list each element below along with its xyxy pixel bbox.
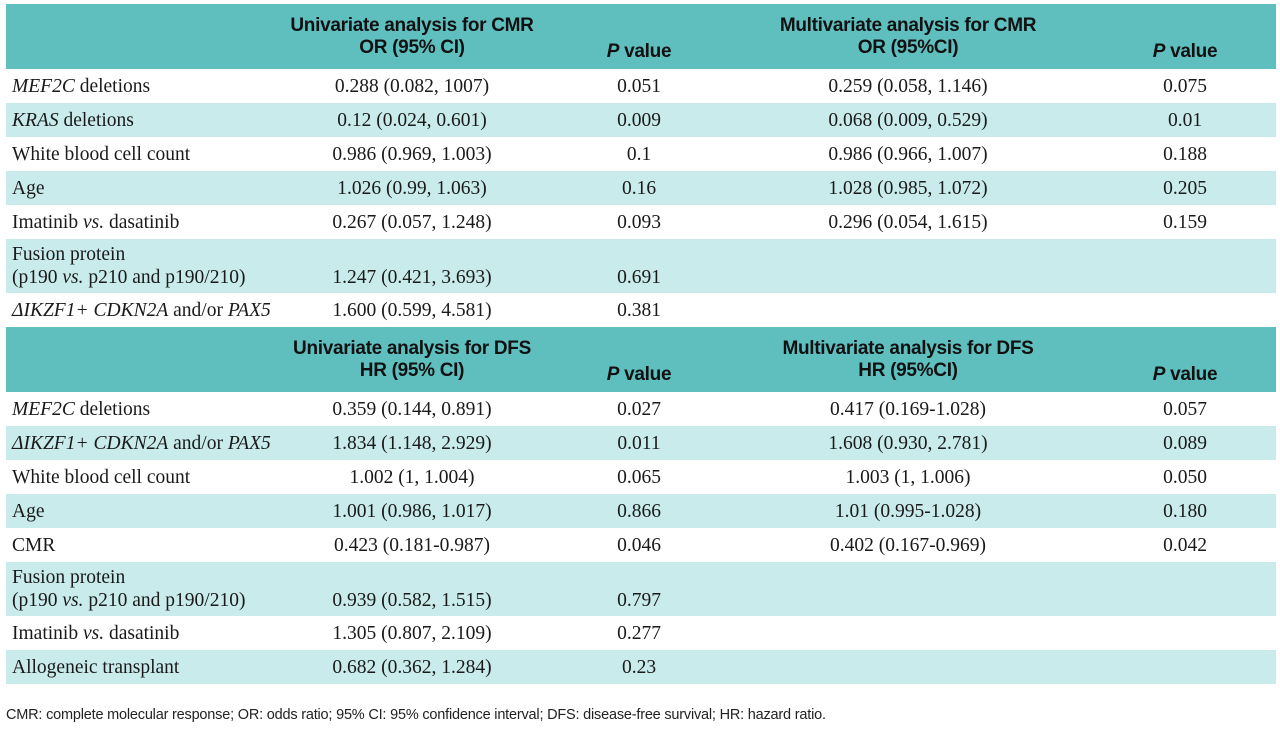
univariate-or: 0.267 (0.057, 1.248) [332, 211, 492, 233]
row-label [6, 616, 268, 650]
label-text: Imatinib [12, 622, 83, 644]
p-value-label: value [619, 41, 672, 62]
univariate-p: 0.065 [617, 466, 661, 488]
univariate-p: 0.027 [617, 398, 661, 420]
multivariate-p: 0.057 [1163, 398, 1207, 420]
univariate-or: 1.026 (0.99, 1.063) [268, 171, 556, 205]
multivariate-p: 0.01 [1094, 103, 1276, 137]
table-row [6, 103, 1276, 137]
row-label [6, 103, 268, 137]
multivariate-hr: 0.417 (0.169-1.028) [830, 398, 986, 420]
label-text: Imatinib [12, 211, 83, 233]
label-italic: vs. [62, 267, 84, 288]
table-row [6, 171, 1276, 205]
regression-results-table [6, 4, 1276, 684]
multivariate-hr: 1.01 (0.995-1.028) [722, 494, 1094, 528]
table-row [6, 528, 1276, 562]
cmr-multivariate-subtitle: OR (95%CI) [857, 36, 959, 58]
label-text: p210 and p190/210) [83, 590, 246, 611]
multivariate-p [1094, 616, 1276, 650]
univariate-hr: 1.002 (1, 1.004) [349, 466, 475, 488]
row-label [6, 205, 268, 239]
univariate-p: 0.16 [556, 171, 722, 205]
multivariate-or [722, 239, 1094, 293]
row-label: Allogeneic transplant [6, 650, 268, 684]
multivariate-or: 0.986 (0.966, 1.007) [828, 143, 988, 165]
header-blank-cell [6, 4, 268, 69]
label-text: Fusion protein [12, 567, 126, 588]
table-footnote: CMR: complete molecular response; OR: odds ratio; 95% CI: 95% confidence interval; DFS: disease-free survival; HR: hazard ratio. [6, 707, 826, 723]
table-row [6, 392, 1276, 426]
multivariate-p: 0.188 [1163, 143, 1207, 165]
univariate-p: 0.381 [617, 299, 661, 321]
table-row [6, 293, 1276, 327]
gene-name: MEF2C [12, 398, 75, 420]
cmr-univariate-title: Univariate analysis for CMR [290, 14, 534, 36]
multivariate-p: 0.089 [1094, 426, 1276, 460]
univariate-p: 0.009 [556, 103, 722, 137]
univariate-p: 0.23 [556, 650, 722, 684]
label-text: deletions [58, 109, 134, 131]
univariate-hr: 1.834 (1.148, 2.929) [268, 426, 556, 460]
multivariate-p [1094, 562, 1276, 616]
multivariate-hr [722, 650, 1094, 684]
multivariate-hr [722, 562, 1094, 616]
p-value-label: value [1165, 364, 1218, 385]
multivariate-or: 0.296 (0.054, 1.615) [828, 211, 988, 233]
multivariate-p: 0.180 [1094, 494, 1276, 528]
results-table-container [6, 4, 1276, 684]
gene-name: KRAS [12, 109, 59, 131]
row-label [6, 426, 271, 460]
dfs-multivariate-header [722, 327, 1094, 392]
dfs-multivariate-title: Multivariate analysis for DFS [782, 337, 1034, 359]
multivariate-or: 0.068 (0.009, 0.529) [722, 103, 1094, 137]
univariate-p: 0.046 [617, 534, 661, 556]
univariate-or: 1.247 (0.421, 3.693) [268, 239, 556, 293]
table-row [6, 137, 1276, 171]
univariate-or: 0.12 (0.024, 0.601) [268, 103, 556, 137]
label-text: dasatinib [104, 211, 180, 233]
row-label: Age [6, 494, 268, 528]
univariate-hr: 0.359 (0.144, 0.891) [332, 398, 492, 420]
univariate-p: 0.051 [617, 75, 661, 97]
row-label [6, 293, 271, 327]
header-blank-cell [6, 327, 268, 392]
cmr-univariate-header [268, 4, 556, 69]
p-italic-label: P [1152, 364, 1166, 385]
univariate-p: 0.277 [617, 622, 661, 644]
label-line2 [12, 589, 268, 612]
univariate-hr: 0.423 (0.181-0.987) [334, 534, 490, 556]
cmr-multivariate-p-header [1094, 4, 1276, 69]
multivariate-p: 0.050 [1163, 466, 1207, 488]
table-row [6, 494, 1276, 528]
row-label [6, 562, 268, 616]
table-row [6, 616, 1276, 650]
dfs-univariate-p-header [556, 327, 722, 392]
p-italic-label: P [606, 41, 620, 62]
multivariate-or: 1.028 (0.985, 1.072) [722, 171, 1094, 205]
multivariate-p: 0.042 [1163, 534, 1207, 556]
cmr-univariate-p-header [556, 4, 722, 69]
label-text: dasatinib [104, 622, 180, 644]
multivariate-hr: 1.608 (0.930, 2.781) [722, 426, 1094, 460]
cmr-multivariate-header [722, 4, 1094, 69]
univariate-p: 0.1 [626, 143, 652, 165]
multivariate-p: 0.159 [1163, 211, 1207, 233]
row-label [6, 69, 268, 103]
row-label [6, 392, 268, 426]
univariate-or: 0.288 (0.082, 1007) [334, 75, 490, 97]
multivariate-p: 0.205 [1094, 171, 1276, 205]
label-italic: vs. [62, 590, 84, 611]
row-label [6, 239, 268, 293]
multivariate-hr: 0.402 (0.167-0.969) [830, 534, 986, 556]
univariate-hr: 0.682 (0.362, 1.284) [268, 650, 556, 684]
gene-name: PAX5 [227, 432, 271, 454]
univariate-p: 0.866 [556, 494, 722, 528]
row-label: White blood cell count [12, 466, 191, 488]
table-row [6, 460, 1276, 494]
multivariate-or: 0.259 (0.058, 1.146) [828, 75, 988, 97]
label-line2 [12, 266, 268, 289]
table-row [6, 426, 1276, 460]
univariate-hr: 1.001 (0.986, 1.017) [268, 494, 556, 528]
univariate-or: 1.600 (0.599, 4.581) [332, 299, 492, 321]
univariate-p: 0.691 [556, 239, 722, 293]
multivariate-p [1094, 293, 1276, 327]
table-row [6, 650, 1276, 684]
dfs-header-row [6, 327, 1276, 392]
univariate-hr: 0.939 (0.582, 1.515) [268, 562, 556, 616]
table-row [6, 562, 1276, 616]
dfs-univariate-header [268, 327, 556, 392]
dfs-univariate-title: Univariate analysis for DFS [293, 337, 531, 359]
univariate-or: 0.986 (0.969, 1.003) [332, 143, 492, 165]
multivariate-hr [722, 616, 1094, 650]
row-label: CMR [12, 534, 56, 556]
univariate-p: 0.093 [617, 211, 661, 233]
row-label: White blood cell count [12, 143, 191, 165]
univariate-p: 0.797 [556, 562, 722, 616]
p-value-label: value [1165, 41, 1218, 62]
cmr-multivariate-title: Multivariate analysis for CMR [779, 14, 1037, 36]
row-label: Age [6, 171, 268, 205]
cmr-univariate-subtitle: OR (95% CI) [359, 36, 465, 58]
label-text: and/or [168, 299, 228, 321]
label-text: p210 and p190/210) [83, 267, 246, 288]
gene-name: MEF2C [12, 75, 75, 97]
multivariate-or [722, 293, 1094, 327]
gene-name: ΔIKZF1+ CDKN2A [12, 299, 169, 321]
gene-name: PAX5 [227, 299, 271, 321]
cmr-header-row [6, 4, 1276, 69]
label-text: (p190 [12, 590, 63, 611]
label-text: and/or [168, 432, 228, 454]
table-row [6, 69, 1276, 103]
multivariate-p [1094, 239, 1276, 293]
p-value-label: value [619, 364, 672, 385]
multivariate-hr: 1.003 (1, 1.006) [845, 466, 971, 488]
gene-name: ΔIKZF1+ CDKN2A [12, 432, 169, 454]
label-text: deletions [74, 75, 151, 97]
dfs-univariate-subtitle: HR (95% CI) [359, 359, 465, 381]
univariate-p: 0.011 [556, 426, 722, 460]
p-italic-label: P [1152, 41, 1166, 62]
table-row [6, 239, 1276, 293]
label-text: (p190 [12, 267, 63, 288]
multivariate-p: 0.075 [1163, 75, 1207, 97]
label-italic: vs. [82, 622, 105, 644]
label-text: deletions [74, 398, 151, 420]
label-italic: vs. [82, 211, 105, 233]
table-row [6, 205, 1276, 239]
multivariate-p [1094, 650, 1276, 684]
dfs-multivariate-p-header [1094, 327, 1276, 392]
p-italic-label: P [606, 364, 620, 385]
univariate-hr: 1.305 (0.807, 2.109) [332, 622, 492, 644]
dfs-multivariate-subtitle: HR (95%CI) [858, 359, 958, 381]
label-text: Fusion protein [12, 244, 126, 265]
